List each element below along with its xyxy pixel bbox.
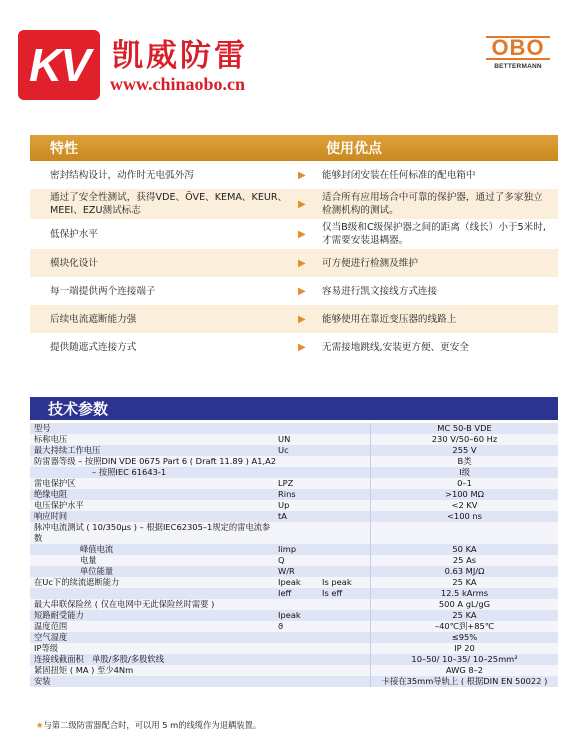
- param-value: 0–1: [370, 478, 558, 489]
- param-name: 防雷器等级 – 按照DIN VDE 0675 Part 6 ( Draft 11.89 ) A1,A2: [34, 456, 277, 466]
- param-value: 25 As: [370, 555, 558, 566]
- param-symbol: [278, 654, 322, 665]
- arrow-right-icon: ▶: [298, 285, 306, 297]
- brand-name: 凯威防雷: [112, 38, 248, 74]
- param-symbol-alt: [322, 467, 370, 478]
- param-name: 最大持续工作电压: [34, 445, 101, 455]
- param-name: 温度范围: [34, 621, 68, 631]
- benefit-text: 无需接地跳线,安装更方便、更安全: [322, 341, 469, 353]
- param-value: 25 KA: [370, 577, 558, 588]
- param-row: [30, 643, 558, 654]
- param-symbol-alt: [322, 544, 370, 555]
- param-row: [30, 445, 558, 456]
- param-symbol-alt: [322, 423, 370, 434]
- param-symbol-alt: [322, 511, 370, 522]
- param-row: [30, 599, 558, 610]
- param-symbol-alt: [322, 643, 370, 654]
- param-symbol-alt: [322, 456, 370, 467]
- param-value: 25 KA: [370, 610, 558, 621]
- param-symbol-alt: [322, 599, 370, 610]
- arrow-right-icon: ▶: [298, 341, 306, 353]
- param-symbol: Ieff: [278, 588, 292, 598]
- param-name: 型号: [34, 423, 51, 433]
- feature-row: [30, 219, 558, 249]
- param-row: [30, 434, 558, 445]
- param-name: 单位能量: [80, 566, 114, 576]
- param-symbol-alt: [322, 500, 370, 511]
- param-symbol: tA: [278, 511, 287, 521]
- param-symbol: UN: [278, 434, 291, 444]
- param-symbol: [278, 467, 322, 478]
- param-row: [30, 588, 558, 599]
- param-name: 短路耐受能力: [34, 610, 84, 620]
- param-symbol: [278, 676, 322, 687]
- benefit-text: 可方便进行检测及维护: [322, 257, 418, 269]
- features-body: [30, 161, 558, 361]
- param-value: 12.5 kArms: [370, 588, 558, 599]
- param-name: 安装: [34, 676, 51, 686]
- param-row: [30, 467, 558, 478]
- tech-params-table: [30, 397, 558, 687]
- param-symbol: Ipeak: [278, 577, 301, 587]
- param-symbol: Rins: [278, 489, 296, 499]
- param-row: [30, 632, 558, 643]
- param-row: [30, 676, 558, 687]
- benefit-text: 能够使用在靠近变压器的线路上: [322, 313, 457, 325]
- param-value: 0.63 MJ/Ω: [370, 566, 558, 577]
- param-symbol-alt: [322, 434, 370, 445]
- param-name: 紧固扭矩 ( MA ) 至少4Nm: [34, 665, 134, 675]
- features-header-right: 使用优点: [326, 141, 382, 157]
- feature-text: 模块化设计: [50, 257, 98, 269]
- param-value: >100 MΩ: [370, 489, 558, 500]
- param-symbol-alt: [322, 665, 370, 676]
- param-row: [30, 566, 558, 577]
- param-symbol: [278, 632, 322, 643]
- param-value: Ⅰ级: [370, 467, 558, 478]
- footnote: [36, 719, 261, 731]
- param-name: 电压保护水平: [34, 500, 84, 510]
- param-row: [30, 577, 558, 588]
- param-symbol-alt: [322, 478, 370, 489]
- obo-logo: [486, 36, 550, 70]
- features-header-left: 特性: [50, 141, 78, 157]
- param-name: 空气湿度: [34, 632, 68, 642]
- arrow-right-icon: ▶: [298, 198, 306, 210]
- param-symbol-alt: [322, 654, 370, 665]
- param-symbol: W/R: [278, 566, 295, 576]
- param-symbol: ϑ: [278, 621, 284, 631]
- param-name: [30, 588, 278, 599]
- obo-logo-mark: OBO: [486, 36, 550, 60]
- param-symbol: [278, 456, 322, 467]
- param-row: [30, 511, 558, 522]
- param-name: 最大串联保险丝 ( 仅在电网中无此保险丝时需要 ): [34, 599, 215, 609]
- param-name: 脉冲电流测试 ( 10/350μs ) – 根据IEC62305–1规定的雷电流参数: [34, 522, 271, 543]
- param-row: [30, 544, 558, 555]
- tech-params-title: 技术参数: [30, 397, 558, 420]
- param-symbol: Q: [278, 555, 285, 565]
- feature-text: 密封结构设计，动作时无电弧外泻: [50, 169, 194, 181]
- param-symbol-alt: [322, 632, 370, 643]
- feature-row: [30, 189, 558, 219]
- param-value: [370, 522, 558, 544]
- param-row: [30, 621, 558, 632]
- param-symbol-alt: [322, 555, 370, 566]
- param-name: IP等级: [34, 643, 59, 653]
- feature-text: 后续电流遮断能力强: [50, 313, 137, 325]
- feature-row: [30, 249, 558, 277]
- param-value: 卡接在35mm导轨上 ( 根据DIN EN 50022 ): [370, 676, 558, 687]
- param-symbol: Iimp: [278, 544, 297, 554]
- benefit-text: 适合所有应用场合中可靠的保护器，通过了多家独立检测机构的测试。: [322, 192, 543, 216]
- param-symbol: Up: [278, 500, 290, 510]
- param-value: MC 50-B VDE: [370, 423, 558, 434]
- feature-text: 提供随遮式连接方式: [50, 341, 137, 353]
- arrow-right-icon: ▶: [298, 169, 306, 181]
- kv-logo-text: KV: [29, 39, 89, 91]
- param-row: [30, 478, 558, 489]
- param-name: 电量: [80, 555, 97, 565]
- features-table: [30, 135, 558, 361]
- param-symbol: [278, 522, 322, 544]
- param-symbol: [278, 599, 322, 610]
- param-row: [30, 654, 558, 665]
- param-symbol-alt: [322, 621, 370, 632]
- param-symbol-alt: [322, 566, 370, 577]
- feature-text: 每一端提供两个连接端子: [50, 285, 156, 297]
- param-name: – 按照IEC 61643-1: [92, 467, 167, 477]
- feature-row: [30, 161, 558, 189]
- benefit-text: 能够封闭安装在任何标准的配电箱中: [322, 169, 476, 181]
- feature-text: 低保护水平: [50, 228, 98, 240]
- param-symbol: [278, 665, 322, 676]
- param-row: [30, 555, 558, 566]
- param-symbol-alt: Is eff: [322, 588, 343, 598]
- param-name: 标称电压: [34, 434, 68, 444]
- arrow-right-icon: ▶: [298, 313, 306, 325]
- param-value: B类: [370, 456, 558, 467]
- param-row: [30, 610, 558, 621]
- param-symbol-alt: [322, 676, 370, 687]
- feature-row: [30, 277, 558, 305]
- param-name: 连接线截面积 单股/多股/多股软线: [34, 654, 165, 664]
- param-row: [30, 456, 558, 467]
- param-name: 响应时间: [34, 511, 68, 521]
- footnote-text: 与第二级防雷器配合时，可以用 5 m的线缆作为退耦装置。: [43, 720, 262, 730]
- param-symbol: Uc: [278, 445, 289, 455]
- obo-logo-subtitle: BETTERMANN: [494, 63, 542, 70]
- star-icon: ★: [36, 720, 44, 730]
- param-value: ≤95%: [370, 632, 558, 643]
- features-header: [30, 135, 558, 161]
- arrow-right-icon: ▶: [298, 228, 306, 240]
- param-name: 在Uc下的续流遮断能力: [34, 577, 120, 587]
- param-value: 500 A gL/gG: [370, 599, 558, 610]
- param-row: [30, 500, 558, 511]
- param-symbol-alt: Is peak: [322, 577, 352, 587]
- param-value: 50 KA: [370, 544, 558, 555]
- param-symbol: [278, 643, 322, 654]
- param-symbol: LPZ: [278, 478, 294, 488]
- param-symbol-alt: [322, 610, 370, 621]
- param-value: AWG 8–2: [370, 665, 558, 676]
- arrow-right-icon: ▶: [298, 257, 306, 269]
- param-value: 230 V/50–60 Hz: [370, 434, 558, 445]
- param-row: [30, 522, 558, 544]
- param-value: 10–50/ 10–35/ 10–25mm²: [370, 654, 558, 665]
- tech-params-body: [30, 423, 558, 687]
- feature-row: [30, 333, 558, 361]
- brand-url[interactable]: www.chinaobo.cn: [110, 74, 246, 94]
- benefit-text: 仅当B级和C级保护器之间的距离（线长）小于5米时,才需要安装退耦器。: [322, 222, 546, 246]
- param-name: 绝缘电阻: [34, 489, 68, 499]
- param-name: 峰值电流: [80, 544, 114, 554]
- feature-text: 通过了安全性测试，获得VDE、ÖVE、KEMA、KEUR、MEEI、EZU测试标志: [50, 192, 288, 216]
- param-symbol: Ipeak: [278, 610, 301, 620]
- param-row: [30, 489, 558, 500]
- feature-row: [30, 305, 558, 333]
- param-value: <100 ns: [370, 511, 558, 522]
- param-value: 255 V: [370, 445, 558, 456]
- param-row: [30, 665, 558, 676]
- param-row: [30, 423, 558, 434]
- benefit-text: 容易进行凯文接线方式连接: [322, 285, 438, 297]
- param-symbol: [278, 423, 322, 434]
- param-symbol-alt: [322, 522, 370, 544]
- param-value: IP 20: [370, 643, 558, 654]
- param-value: –40℃到+85℃: [370, 621, 558, 632]
- param-symbol-alt: [322, 489, 370, 500]
- param-name: 雷电保护区: [34, 478, 76, 488]
- kv-logo: [18, 30, 100, 100]
- param-value: <2 KV: [370, 500, 558, 511]
- param-symbol-alt: [322, 445, 370, 456]
